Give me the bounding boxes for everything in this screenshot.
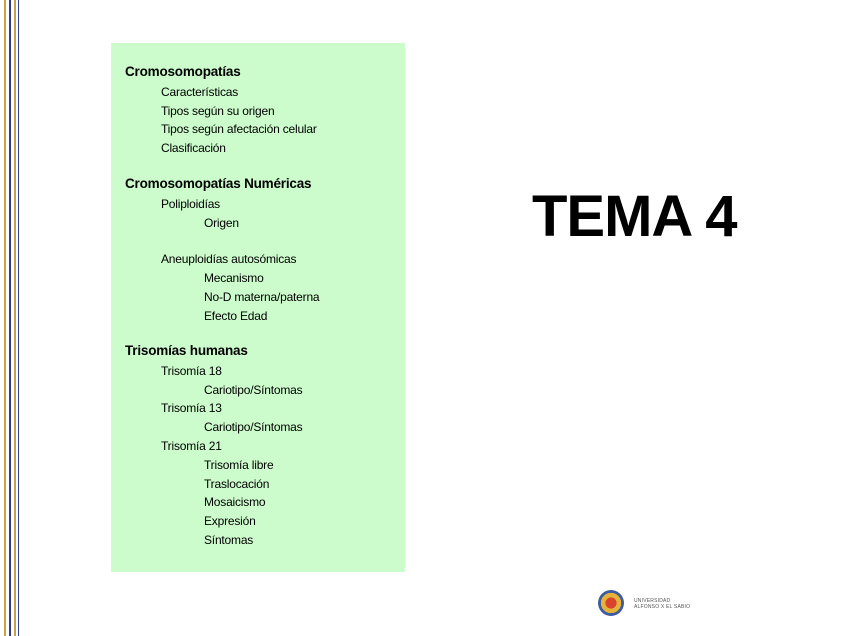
outline-subsubitem: Trisomía libre bbox=[204, 458, 274, 472]
outline-subitem: Tipos según su origen bbox=[161, 104, 275, 118]
outline-subsubitem: Mosaicismo bbox=[204, 495, 266, 509]
decorative-line-gold-1 bbox=[4, 0, 6, 636]
outline-subitem: Trisomía 13 bbox=[161, 401, 222, 415]
outline-subitem: Clasificación bbox=[161, 141, 226, 155]
outline-subsubitem: Traslocación bbox=[204, 477, 270, 491]
outline-subitem: Tipos según afectación celular bbox=[161, 122, 317, 136]
university-name bbox=[634, 598, 690, 610]
outline-heading: Trisomías humanas bbox=[125, 343, 248, 358]
outline-subsubitem: Cariotipo/Síntomas bbox=[204, 420, 303, 434]
outline-heading: Cromosomopatías bbox=[125, 64, 241, 79]
outline-subitem: Trisomía 21 bbox=[161, 439, 222, 453]
outline-subsubitem: Síntomas bbox=[204, 533, 254, 547]
university-name-line2: ALFONSO X EL SABIO bbox=[634, 604, 691, 610]
slide-title: TEMA 4 bbox=[532, 184, 737, 249]
outline-subsubitem: No-D materna/paterna bbox=[204, 290, 320, 304]
topic-outline-box bbox=[111, 43, 405, 572]
outline-subsubitem: Origen bbox=[204, 216, 239, 230]
outline-subitem: Poliploidías bbox=[161, 197, 220, 211]
outline-subitem: Aneuploidías autosómicas bbox=[161, 252, 297, 266]
outline-subsubitem: Expresión bbox=[204, 514, 256, 528]
decorative-line-gold-2 bbox=[14, 0, 16, 636]
university-name-line1: UNIVERSIDAD bbox=[634, 598, 671, 604]
outline-subsubitem: Mecanismo bbox=[204, 271, 264, 285]
outline-subitem: Características bbox=[161, 85, 239, 99]
outline-subsubitem: Cariotipo/Síntomas bbox=[204, 383, 303, 397]
outline-subitem: Trisomía 18 bbox=[161, 364, 222, 378]
university-seal-icon bbox=[598, 590, 624, 616]
decorative-line-blue-2 bbox=[18, 0, 19, 636]
decorative-line-blue-1 bbox=[9, 0, 11, 636]
outline-heading: Cromosomopatías Numéricas bbox=[125, 176, 312, 191]
outline-subsubitem: Efecto Edad bbox=[204, 309, 268, 323]
